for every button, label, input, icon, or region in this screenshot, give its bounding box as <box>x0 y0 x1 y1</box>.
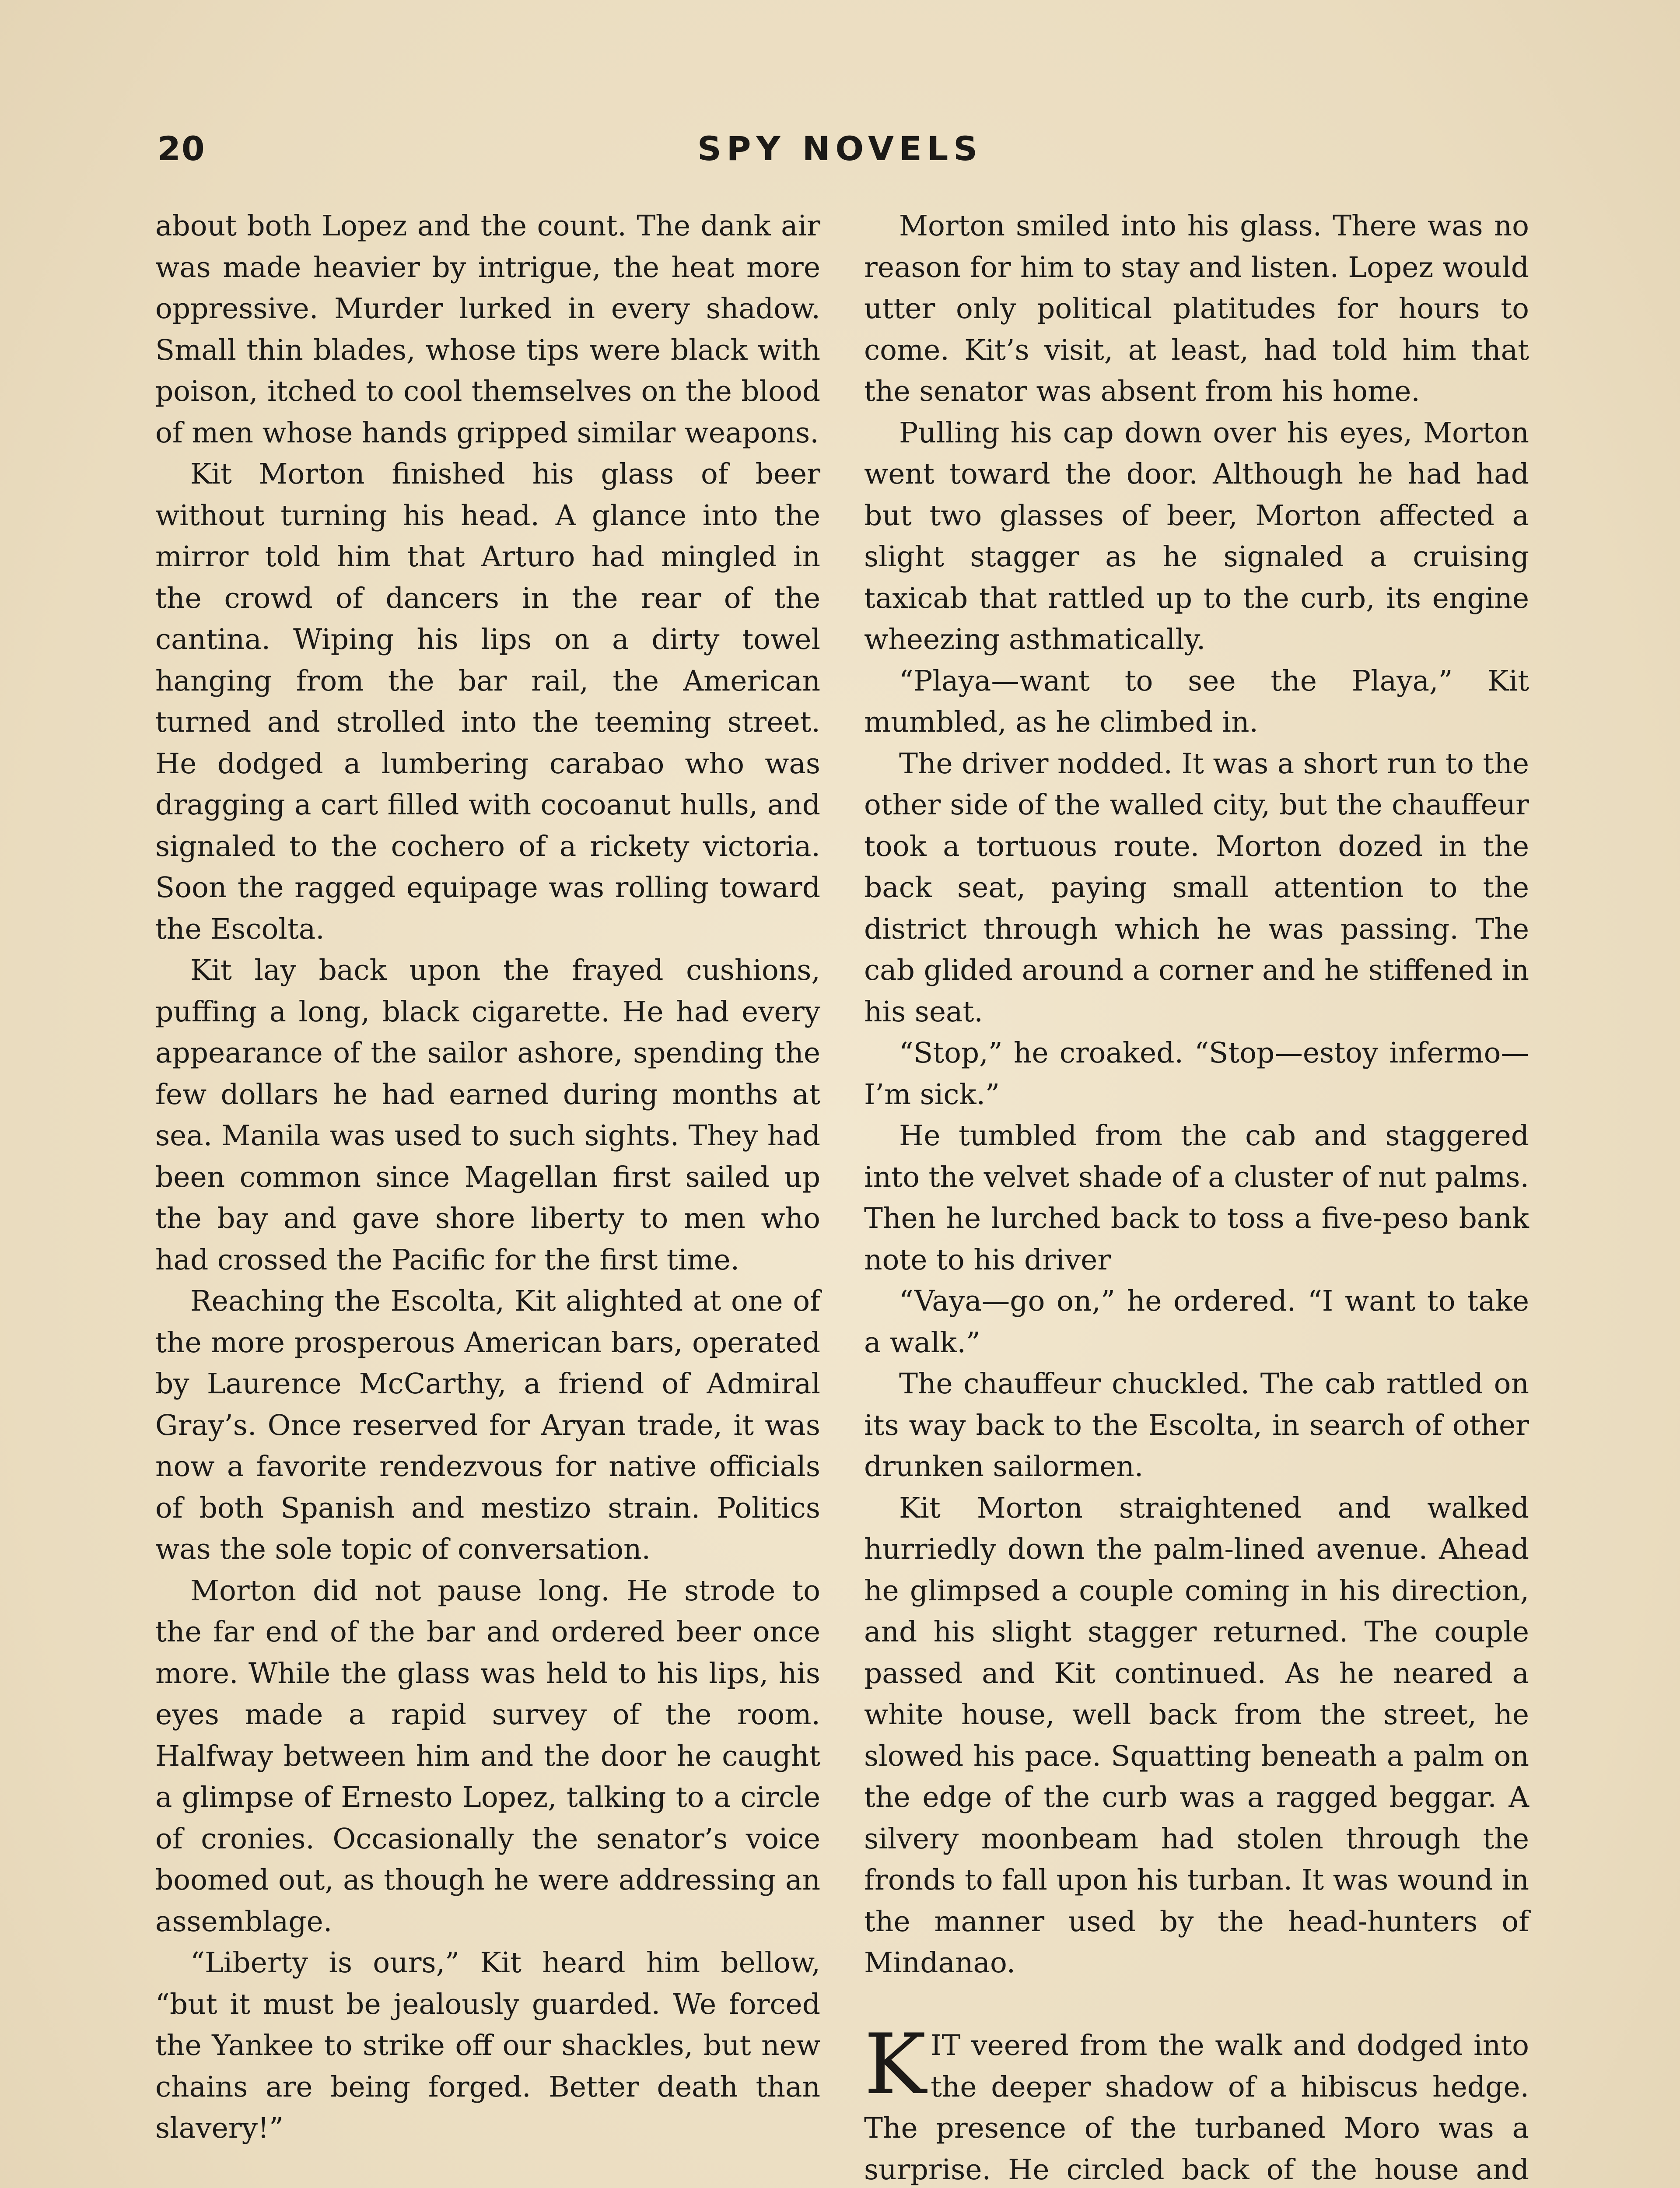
paragraph: Pulling his cap down over his eyes, Morton went toward the door. Although he had had but two glasses of beer, Morton affected a slight stagger as he signaled a cruising taxicab that rattled up to the curb, its engine wheezing asthmatically. <box>864 416 1529 656</box>
right-column <box>864 206 1529 2188</box>
paragraph: “Stop,” he croaked. “Stop—estoy infermo—I’m sick.” <box>864 1037 1529 1111</box>
drop-cap: K <box>864 2016 926 2113</box>
paragraph: Morton smiled into his glass. There was no reason for him to stay and listen. Lopez would utter only political platitudes for hours to come. Kit’s visit, at least, had told him that the senator was absent from his home. <box>864 210 1529 408</box>
left-column <box>155 206 820 2149</box>
paragraph: “Liberty is ours,” Kit heard him bellow, “but it must be jealously guarded. We forced the Yankee to strike off our shackles, but new chains are being forged. Better death than slavery!” <box>155 1946 820 2145</box>
paragraph: “Playa—want to see the Playa,” Kit mumbled, as he climbed in. <box>864 664 1529 739</box>
paragraph: Kit Morton finished his glass of beer without turning his head. A glance into the mirror told him that Arturo had mingled in the crowd of dancers in the rear of the cantina. Wiping his lips on a dirty towel hanging from the bar rail, the American turned and strolled into the teeming street. He dodged a lumbering carabao who was dragging a cart filled with cocoanut hulls, and signaled to the cochero of a rickety victoria. Soon the ragged equipage was rolling toward the Escolta. <box>155 458 820 946</box>
page-header <box>158 125 1522 173</box>
page-number: 20 <box>158 129 206 168</box>
paragraph: Morton did not pause long. He strode to the far end of the bar and ordered beer once more. While the glass was held to his lips, his eyes made a rapid survey of the room. Halfway between him and the door he caught a glimpse of Ernesto Lopez, talking to a circle of cronies. Occasionally the senator’s voice boomed out, as though he were addressing an assemblage. <box>155 1574 820 1938</box>
paragraph: Kit Morton straightened and walked hurriedly down the palm-lined avenue. Ahead he glimpsed a couple coming in his direction, and his slight stagger returned. The couple passed and Kit continued. As he neared a white house, well back from the street, he slowed his pace. Squatting beneath a palm on the edge of the curb was a ragged beggar. A silvery moonbeam had stolen through the fronds to fall upon his turban. It was wound in the manner used by the head-hunters of Mindanao. <box>864 1491 1529 1979</box>
paragraph: “Vaya—go on,” he ordered. “I want to take a walk.” <box>864 1285 1529 1359</box>
paragraph: Reaching the Escolta, Kit alighted at one of the more prosperous American bars, operated by Laurence McCarthy, a friend of Admiral Gray’s. Once reserved for Aryan trade, it was now a favorite rendezvous for native officials of both Spanish and mestizo strain. Politics was the sole topic of conversation. <box>155 1285 820 1566</box>
running-title: SPY NOVELS <box>697 129 983 168</box>
paragraph: He tumbled from the cab and staggered into the velvet shade of a cluster of nut palms. Then he lurched back to toss a five-peso bank note to his driver <box>864 1119 1529 1276</box>
paragraph: Kit lay back upon the frayed cushions, puffing a long, black cigarette. He had every appearance of the sailor ashore, spending the few dollars he had earned during months at sea. Manila was used to such sights. They had been common since Magellan first sailed up the bay and gave shore liberty to men who had crossed the Pacific for the first time. <box>155 954 820 1276</box>
section-break-paragraph <box>864 2016 1529 2188</box>
paragraph: The driver nodded. It was a short run to the other side of the walled city, but the chauffeur took a tortuous route. Morton dozed in the back seat, paying small attention to the district through which he was passing. The cab glided around a corner and he stiffened in his seat. <box>864 747 1529 1028</box>
paragraph: The chauffeur chuckled. The cab rattled on its way back to the Escolta, in search of other drunken sailormen. <box>864 1368 1529 1483</box>
section-break-text: IT veered from the walk and dodged into the deeper shadow of a hibiscus hedge. The presence of the turbaned Moro was a surprise. He circled back of the house and <box>864 2029 1529 2186</box>
paragraph: about both Lopez and the count. The dank air was made heavier by intrigue, the heat more oppressive. Murder lurked in every shadow. Small thin blades, whose tips were black with poison, itched to cool themselves on the blood of men whose hands gripped similar weapons. <box>155 210 820 449</box>
